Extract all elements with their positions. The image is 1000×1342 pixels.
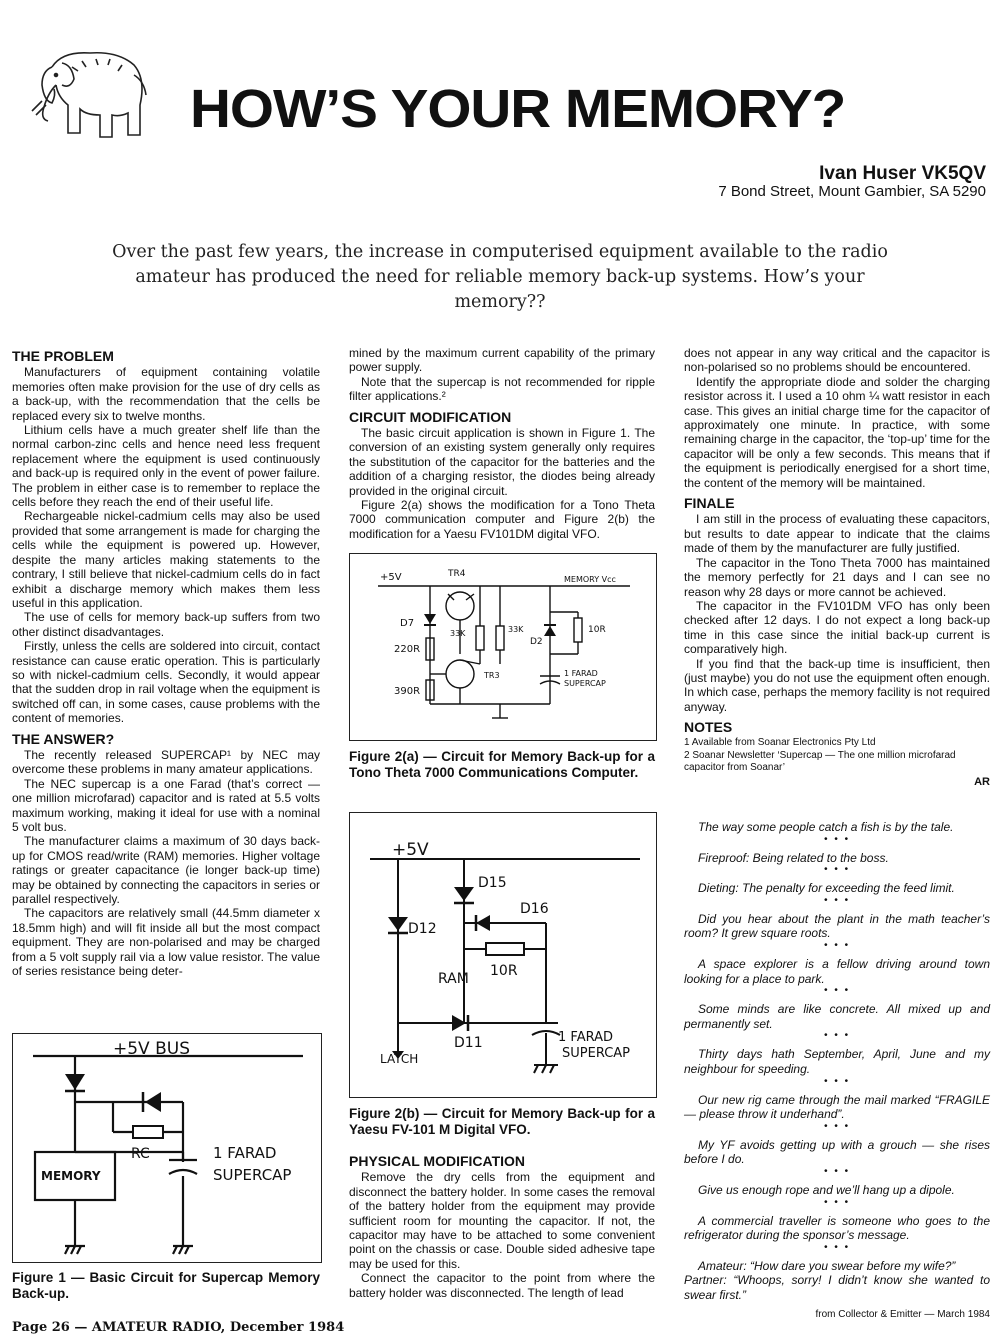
paragraph: The capacitor in the FV101DM VFO has only been checked after 12 days. I do not expect a long back-up time in this case since the initial back-up current is comparatively high. bbox=[684, 598, 990, 657]
fig2b-5v-label: +5V bbox=[392, 840, 429, 860]
paragraph: Identify the appropriate diode and solder the charging resistor across it. I used a 10 ohm ¼ watt resistor in each case. This gives an initial charge time for the capacitor of approximately one minute. In practice, with some remaining charge in the capacitor, the ‘top-up’ time for the capacitor will be only a few seconds. This means that if the equipment is periodically energised for a short time, the content of the memory will be maintained. bbox=[684, 374, 990, 490]
joke: A space explorer is a fellow driving around town looking for a place to park. bbox=[684, 956, 990, 986]
joke: Some minds are like concrete. All mixed up and permanently set. bbox=[684, 1002, 990, 1031]
heading-finale: FINALE bbox=[684, 495, 735, 512]
separator-dots: • • • bbox=[823, 939, 851, 951]
article-title: HOW’S YOUR MEMORY? bbox=[190, 79, 846, 139]
paragraph: Remove the dry cells from the equipment and disconnect the battery holder. In some cases the removal of the battery holder from the equipment may provide sufficient room for mounting the capacitor. If not, the capacitor may have to be attached to some convenient point on the chassis or case. Double sided adhesive tape may be used for this. bbox=[349, 1170, 655, 1271]
figure-2b-diagram bbox=[349, 812, 657, 1098]
figure-2a-svg bbox=[350, 554, 656, 740]
joke: My YF avoids getting up with a grouch — she rises before I do. bbox=[684, 1137, 990, 1167]
fig1-bus-label: +5V BUS bbox=[113, 1039, 190, 1059]
fig2a-10r-label: 10R bbox=[588, 625, 606, 635]
separator-dots: • • • bbox=[823, 1030, 851, 1042]
fig2a-cap-label-1: 1 FARAD bbox=[564, 669, 598, 678]
fig2a-33k-b-label: 33K bbox=[508, 625, 524, 634]
fig2b-10r-label: 10R bbox=[490, 963, 518, 979]
fig2a-cap-label-2: SUPERCAP bbox=[564, 679, 606, 688]
figure-1-svg bbox=[13, 1034, 321, 1262]
fig1-cap-label-1: 1 FARAD bbox=[213, 1144, 277, 1162]
elephant-logo-icon bbox=[22, 45, 162, 145]
jokes-section bbox=[684, 820, 990, 1323]
figure-2a-diagram bbox=[349, 553, 657, 741]
heading-the-answer: THE ANSWER? bbox=[12, 730, 115, 747]
paragraph: Figure 2(a) shows the modification for a Tono Theta 7000 communication computer and Figure 2(b) the modification for a Yaesu FV101DM digital VFO. bbox=[349, 498, 655, 541]
fig2a-d2-label: D2 bbox=[530, 637, 543, 647]
joke: Thirty days hath September, April, June and my neighbour for speeding. bbox=[684, 1047, 990, 1076]
figure-1-diagram bbox=[12, 1033, 322, 1263]
column-1 bbox=[12, 343, 320, 978]
figure-2b-svg bbox=[350, 813, 656, 1097]
fig2b-d15-label: D15 bbox=[478, 875, 507, 891]
fig1-rc-label: RC bbox=[131, 1146, 150, 1162]
fig2a-5v-label: +5V bbox=[380, 572, 402, 583]
separator-dots: • • • bbox=[823, 1120, 851, 1132]
paragraph: The basic circuit application is shown in Figure 1. The conversion of an existing system generally only requires the substitution of the capacitor for the batteries and the addition of a charging resistor, the diodes being already provided in the original circuit. bbox=[349, 426, 655, 498]
author-name: Ivan Huser VK5QV bbox=[819, 163, 986, 184]
heading-the-problem: THE PROBLEM bbox=[12, 348, 114, 364]
fig1-cap-label-2: SUPERCAP bbox=[213, 1166, 292, 1184]
paragraph: The recently released SUPERCAP¹ by NEC may overcome these problems in many amateur applications. bbox=[12, 747, 320, 777]
fig2b-latch-label: LATCH bbox=[380, 1052, 419, 1066]
paragraph: Rechargeable nickel-cadmium cells may also be used provided that some arrangement is made for charging the cells while the equipment is powered up. However, despite the many articles making statements to the contrary, I still believe that nickel-cadmium cells do in fact exhibit a discharge memory which makes them less useful in this application. bbox=[12, 509, 320, 610]
paragraph: Lithium cells have a much greater shelf life than the normal carbon-zinc cells and hence need less frequent replacement where the equipment is used continuously and back-up is required only in the event of power failure. The problem in either case is to remember to replace the cells before they reach the end of their useful life. bbox=[12, 423, 320, 510]
paragraph: mined by the maximum current capability of the primary power supply. bbox=[349, 346, 655, 375]
note-1: 1 Available from Soanar Electronics Pty Ltd bbox=[684, 736, 876, 748]
separator-dots: • • • bbox=[823, 894, 851, 906]
fig2a-tr4-label: TR4 bbox=[448, 569, 466, 579]
separator-dots: • • • bbox=[823, 1241, 851, 1253]
paragraph: The use of cells for memory back-up suffers from two other distinct disadvantages. bbox=[12, 610, 320, 639]
joke: A commercial traveller is someone who goes to the refrigerator during the sponsor’s message. bbox=[684, 1213, 990, 1243]
fig2a-220r-label: 220R bbox=[394, 644, 421, 655]
paragraph: I am still in the process of evaluating these capacitors, but results to date appear to indicate that the claims made of them by the manufacturer are fully justified. bbox=[684, 512, 990, 556]
paragraph: The capacitor in the Tono Theta 7000 has maintained the memory perfectly for 21 days and I can see no reason why 28 days or more cannot be achieved. bbox=[684, 555, 990, 599]
joke-line: Amateur: “How dare you swear before my wife?” bbox=[698, 1258, 956, 1273]
joke: Dieting: The penalty for exceeding the feed limit. bbox=[698, 881, 955, 896]
separator-dots: • • • bbox=[823, 1196, 851, 1208]
column-2-lower bbox=[349, 1148, 655, 1300]
heading-notes: NOTES bbox=[684, 719, 733, 736]
fig2a-33k-a-label: 33K bbox=[450, 629, 466, 638]
joke: Give us enough rope and we’ll hang up a dipole. bbox=[698, 1182, 955, 1197]
fig2a-390r-label: 390R bbox=[394, 686, 421, 697]
figure-1-caption: Figure 1 — Basic Circuit for Supercap Memory Back-up. bbox=[12, 1270, 320, 1301]
joke-line: Partner: “Whoops, sorry! I didn’t know she wanted to swear first.” bbox=[684, 1273, 990, 1302]
fig2b-cap-label-1: 1 FARAD bbox=[558, 1030, 613, 1045]
separator-dots: • • • bbox=[823, 985, 851, 997]
separator-dots: • • • bbox=[823, 864, 851, 876]
paragraph: If you find that the back-up time is insufficient, then (just maybe) you do not use the equipment often enough. In which case, perhaps the memory facility is not required anyway. bbox=[684, 656, 990, 714]
ar-end-mark: AR bbox=[974, 775, 990, 788]
fig2b-ram-label: RAM bbox=[438, 971, 469, 987]
fig2a-d7-label: D7 bbox=[400, 618, 415, 629]
separator-dots: • • • bbox=[823, 1165, 851, 1177]
paragraph: Note that the supercap is not recommended for ripple filter applications.² bbox=[349, 374, 655, 404]
note-2: 2 Soanar Newsletter ‘Supercap — The one million microfarad capacitor from Soanar’ bbox=[684, 749, 956, 773]
paragraph: Connect the capacitor to the point from where the battery holder was disconnected. The length of lead bbox=[349, 1271, 655, 1300]
column-2 bbox=[349, 346, 655, 541]
joke: Did you hear about the plant in the math teacher’s room? It grew square roots. bbox=[684, 911, 990, 941]
figure-2a-caption: Figure 2(a) — Circuit for Memory Back-up for a Tono Theta 7000 Communications Computer. bbox=[349, 749, 655, 780]
heading-physical-modification: PHYSICAL MODIFICATION bbox=[349, 1153, 526, 1169]
column-3 bbox=[684, 346, 990, 789]
fig2b-cap-label-2: SUPERCAP bbox=[562, 1046, 631, 1061]
fig1-memory-label: MEMORY bbox=[41, 1169, 101, 1183]
fig2b-d11-label: D11 bbox=[454, 1035, 483, 1051]
paragraph: does not appear in any way critical and the capacitor is non-polarised so no problems should be encountered. bbox=[684, 346, 990, 375]
fig2a-tr3-label: TR3 bbox=[484, 671, 500, 680]
separator-dots: • • • bbox=[823, 833, 851, 845]
figure-2b-caption: Figure 2(b) — Circuit for Memory Back-up for a Yaesu FV-101 M Digital VFO. bbox=[349, 1106, 655, 1137]
author-address: 7 Bond Street, Mount Gambier, SA 5290 bbox=[718, 183, 986, 200]
page-footer: Page 26 — AMATEUR RADIO, December 1984 bbox=[12, 1320, 345, 1335]
separator-dots: • • • bbox=[823, 1075, 851, 1087]
heading-circuit-modification: CIRCUIT MODIFICATION bbox=[349, 408, 512, 425]
paragraph: The manufacturer claims a maximum of 30 days back-up for CMOS read/write (RAM) memories. Higher voltage ratings or greater capacitance (ie longer back-up time) may be obtained by connecting the capacitors in series or parallel respectively. bbox=[12, 834, 320, 907]
joke: Our new rig came through the mail marked “FRAGILE — please throw it underhand”. bbox=[684, 1092, 990, 1122]
notes-list bbox=[684, 737, 990, 774]
fig2b-d16-label: D16 bbox=[520, 901, 549, 917]
fig2b-d12-label: D12 bbox=[408, 921, 437, 937]
paragraph: Manufacturers of equipment containing volatile memories often make provision for the use of dry cells as a back-up, with the recommendation that the cells be replaced every six to twelve months. bbox=[12, 365, 320, 423]
joke: Fireproof: Being related to the boss. bbox=[698, 850, 889, 865]
intro-paragraph: Over the past few years, the increase in computerised equipment available to the radio amateur has produced the need for reliable memory back-up systems. How’s your memory?? bbox=[112, 242, 888, 312]
fig2a-vcc-label: MEMORY Vcc bbox=[564, 575, 616, 584]
paragraph: The NEC supercap is a one Farad (that’s correct — one million microfarad) capacitor and is rated at 5.5 volts maximum working, making it ideal for use with a nominal 5 volt bus. bbox=[12, 776, 320, 834]
joke: The way some people catch a fish is by the tale. bbox=[698, 820, 954, 834]
jokes-source: from Collector & Emitter — March 1984 bbox=[815, 1309, 990, 1321]
paragraph: The capacitors are relatively small (44.5mm diameter x 18.5mm high) and will fit inside all but the most compact equipment. They are non-polarised and may be charged from a 5 volt supply rail via a low value resistor. The value of series resistance being deter- bbox=[12, 906, 320, 979]
paragraph: Firstly, unless the cells are soldered into circuit, contact resistance can cause eratic operation. This is particularly so with nickel-cadmium cells. Secondly, it would appear that the sudden drop in rail voltage when the equipment is switched off can, in some cases, cause problems with the content of memories. bbox=[12, 639, 320, 726]
